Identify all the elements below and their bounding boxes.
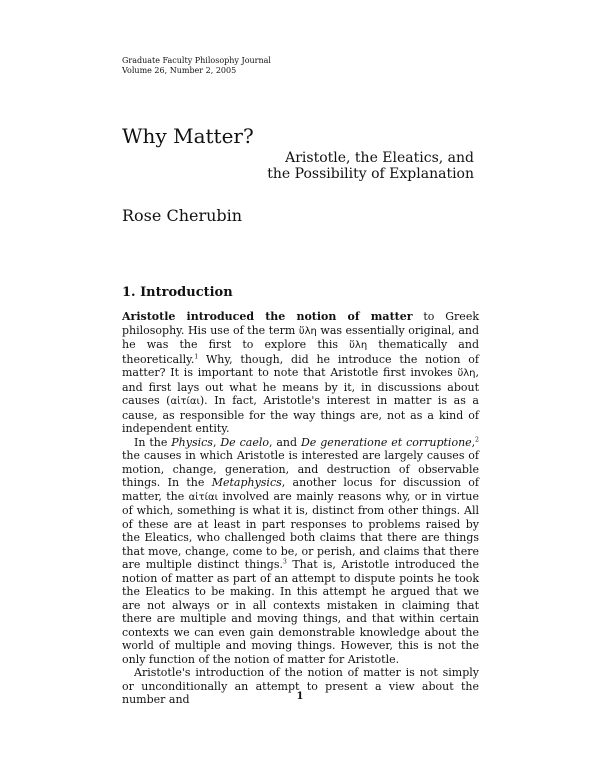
- text-run: involved are mainly reasons why, or in virtue of which, something is what it is, distinct from other things. All of these are at least in part responses to problems raised by the Eleatics, who challenged both claims that there are things that move, change, come to be, or perish, and claims that there are multiple distinct things.: [122, 489, 479, 571]
- text-run: ,: [471, 435, 476, 449]
- greek-term: ὕλη: [298, 325, 317, 337]
- work-title: Metaphysics: [211, 476, 282, 489]
- journal-name: Graduate Faculty Philosophy Journal: [122, 56, 271, 65]
- text-run: That is, Aristotle introduced the notion of matter as part of an attempt to dispute points he took the Eleatics to be making. In this attempt he argued that we are not always or in all contexts mistaken in claiming that there are multiple and moving things, and that within certain contexts we can even gain demonstrable knowledge about the world of multiple and moving things. However, this is not the only function of the notion of matter for Aristotle.: [122, 558, 479, 666]
- text-run: thematically and theoretically.: [122, 338, 479, 366]
- article-body: [122, 310, 479, 707]
- text-run: , and: [268, 435, 301, 449]
- journal-volume: Volume 26, Number 2, 2005: [122, 66, 237, 75]
- text-run: was essentially original, and he was the first to explore this: [122, 323, 480, 351]
- section-heading: 1. Introduction: [122, 285, 233, 300]
- text-run: , another locus for discussion of matter, the: [122, 476, 479, 503]
- text-run: Why, though, did he introduce the notion of matter? It is important to note that Aristotle first invokes: [122, 352, 479, 379]
- page-number: 1: [296, 691, 304, 702]
- text-run: ). In fact, Aristotle's interest in matter is as a cause, as responsible for the way things are, not as a kind of independent entity.: [122, 394, 479, 435]
- footnote-marker: 1: [194, 352, 199, 360]
- subtitle-line-2: the Possibility of Explanation: [267, 166, 474, 182]
- article-subtitle: [267, 150, 474, 182]
- paragraph-1: [122, 310, 479, 436]
- text-run: to Greek philosophy. His use of the term: [122, 310, 479, 337]
- greek-term: ὕλη: [349, 340, 368, 351]
- footnote-marker: 2: [475, 435, 479, 443]
- text-run: In the: [134, 435, 172, 449]
- greek-term: ὕλη: [457, 368, 476, 379]
- lead-phrase: Aristotle introduced the notion of matter: [122, 310, 413, 323]
- work-title: De caelo: [220, 435, 269, 449]
- author-name: Rose Cherubin: [122, 206, 243, 225]
- paragraph-2: [122, 436, 479, 667]
- journal-header: [122, 56, 271, 76]
- text-run: Aristotle's introduction of the notion of matter is not simply or unconditionally an attempt to present a view about the number and: [122, 666, 479, 706]
- greek-term: αἰτίαι: [188, 491, 219, 503]
- work-title: De generatione et corruptione: [300, 435, 472, 449]
- work-title: Physics: [171, 435, 213, 449]
- text-run: the causes in which Aristotle is interested are largely causes of motion, change, generation, and destruction of observable things. In the: [122, 449, 479, 489]
- subtitle-line-1: Aristotle, the Eleatics, and: [285, 150, 474, 166]
- text-run: , and first lays out what he means by it, in discussions about causes (: [122, 366, 479, 407]
- article-title: Why Matter?: [122, 124, 254, 148]
- greek-term: αἰτίαι: [170, 396, 200, 407]
- text-run: ,: [212, 435, 221, 449]
- footnote-marker: 3: [282, 558, 287, 566]
